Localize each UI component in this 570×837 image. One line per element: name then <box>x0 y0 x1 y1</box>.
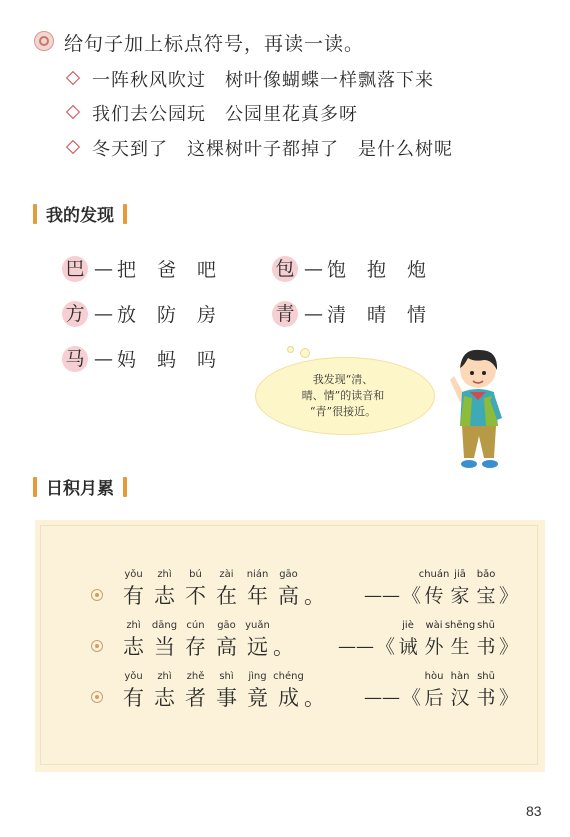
radical-group: 方 — 放 防 房 <box>62 300 237 327</box>
saying-bullet-icon <box>91 640 103 652</box>
diamond-bullet-icon <box>66 140 80 154</box>
boy-illustration <box>440 340 510 480</box>
saying-source: —— 《 chuán 传 jiā 家 bǎo 宝 》 <box>364 569 519 607</box>
exercise-line: 一阵秋风吹过 树叶像蝴蝶一样飘落下来 <box>68 66 434 92</box>
saying-bullet-icon <box>91 691 103 703</box>
radical-group: 青 — 清 晴 情 <box>272 300 447 327</box>
radical-char: 方 <box>62 301 88 327</box>
saying-text: zhì 志 dāng 当 cún 存 gāo 高 yuǎn 远 。 <box>123 620 294 659</box>
page-number: 83 <box>526 803 542 819</box>
accumulation-heading: 日积月累 <box>33 474 127 499</box>
saying-source: —— 《 jiè 诫 wài 外 shēng 生 shū 书 》 <box>338 620 519 658</box>
thought-bubble-text: 我发现“清、 晴、情”的读音和 “青”很接近。 <box>301 373 385 418</box>
exercise-line: 我们去公园玩 公园里花真多呀 <box>68 100 358 126</box>
saying-source: —— 《 hòu 后 hàn 汉 shū 书 》 <box>364 671 519 709</box>
saying-text: yǒu 有 zhì 志 zhě 者 shì 事 jìng 竟 chéng 成 。 <box>123 671 325 710</box>
diamond-bullet-icon <box>66 71 80 85</box>
radical-group: 马 — 妈 蚂 吗 <box>62 345 237 372</box>
radical-char: 包 <box>272 256 298 282</box>
radical-group: 巴 — 把 爸 吧 <box>62 255 237 282</box>
radical-char: 青 <box>272 301 298 327</box>
exercise-line: 冬天到了 这棵树叶子都掉了 是什么树呢 <box>68 135 453 161</box>
saying-text: yǒu 有 zhì 志 bú 不 zài 在 nián 年 gāo 高 。 <box>123 569 325 608</box>
saying-bullet-icon <box>91 589 103 601</box>
thought-dot <box>287 346 294 353</box>
thought-dot <box>300 348 310 358</box>
exercise-instruction: 给句子加上标点符号，再读一读。 <box>64 33 365 55</box>
exercise-icon <box>34 31 54 51</box>
radical-group: 包 — 饱 抱 炮 <box>272 255 447 282</box>
radical-char: 马 <box>62 346 88 372</box>
discovery-heading: 我的发现 <box>33 201 127 226</box>
radical-char: 巴 <box>62 256 88 282</box>
diamond-bullet-icon <box>66 105 80 119</box>
